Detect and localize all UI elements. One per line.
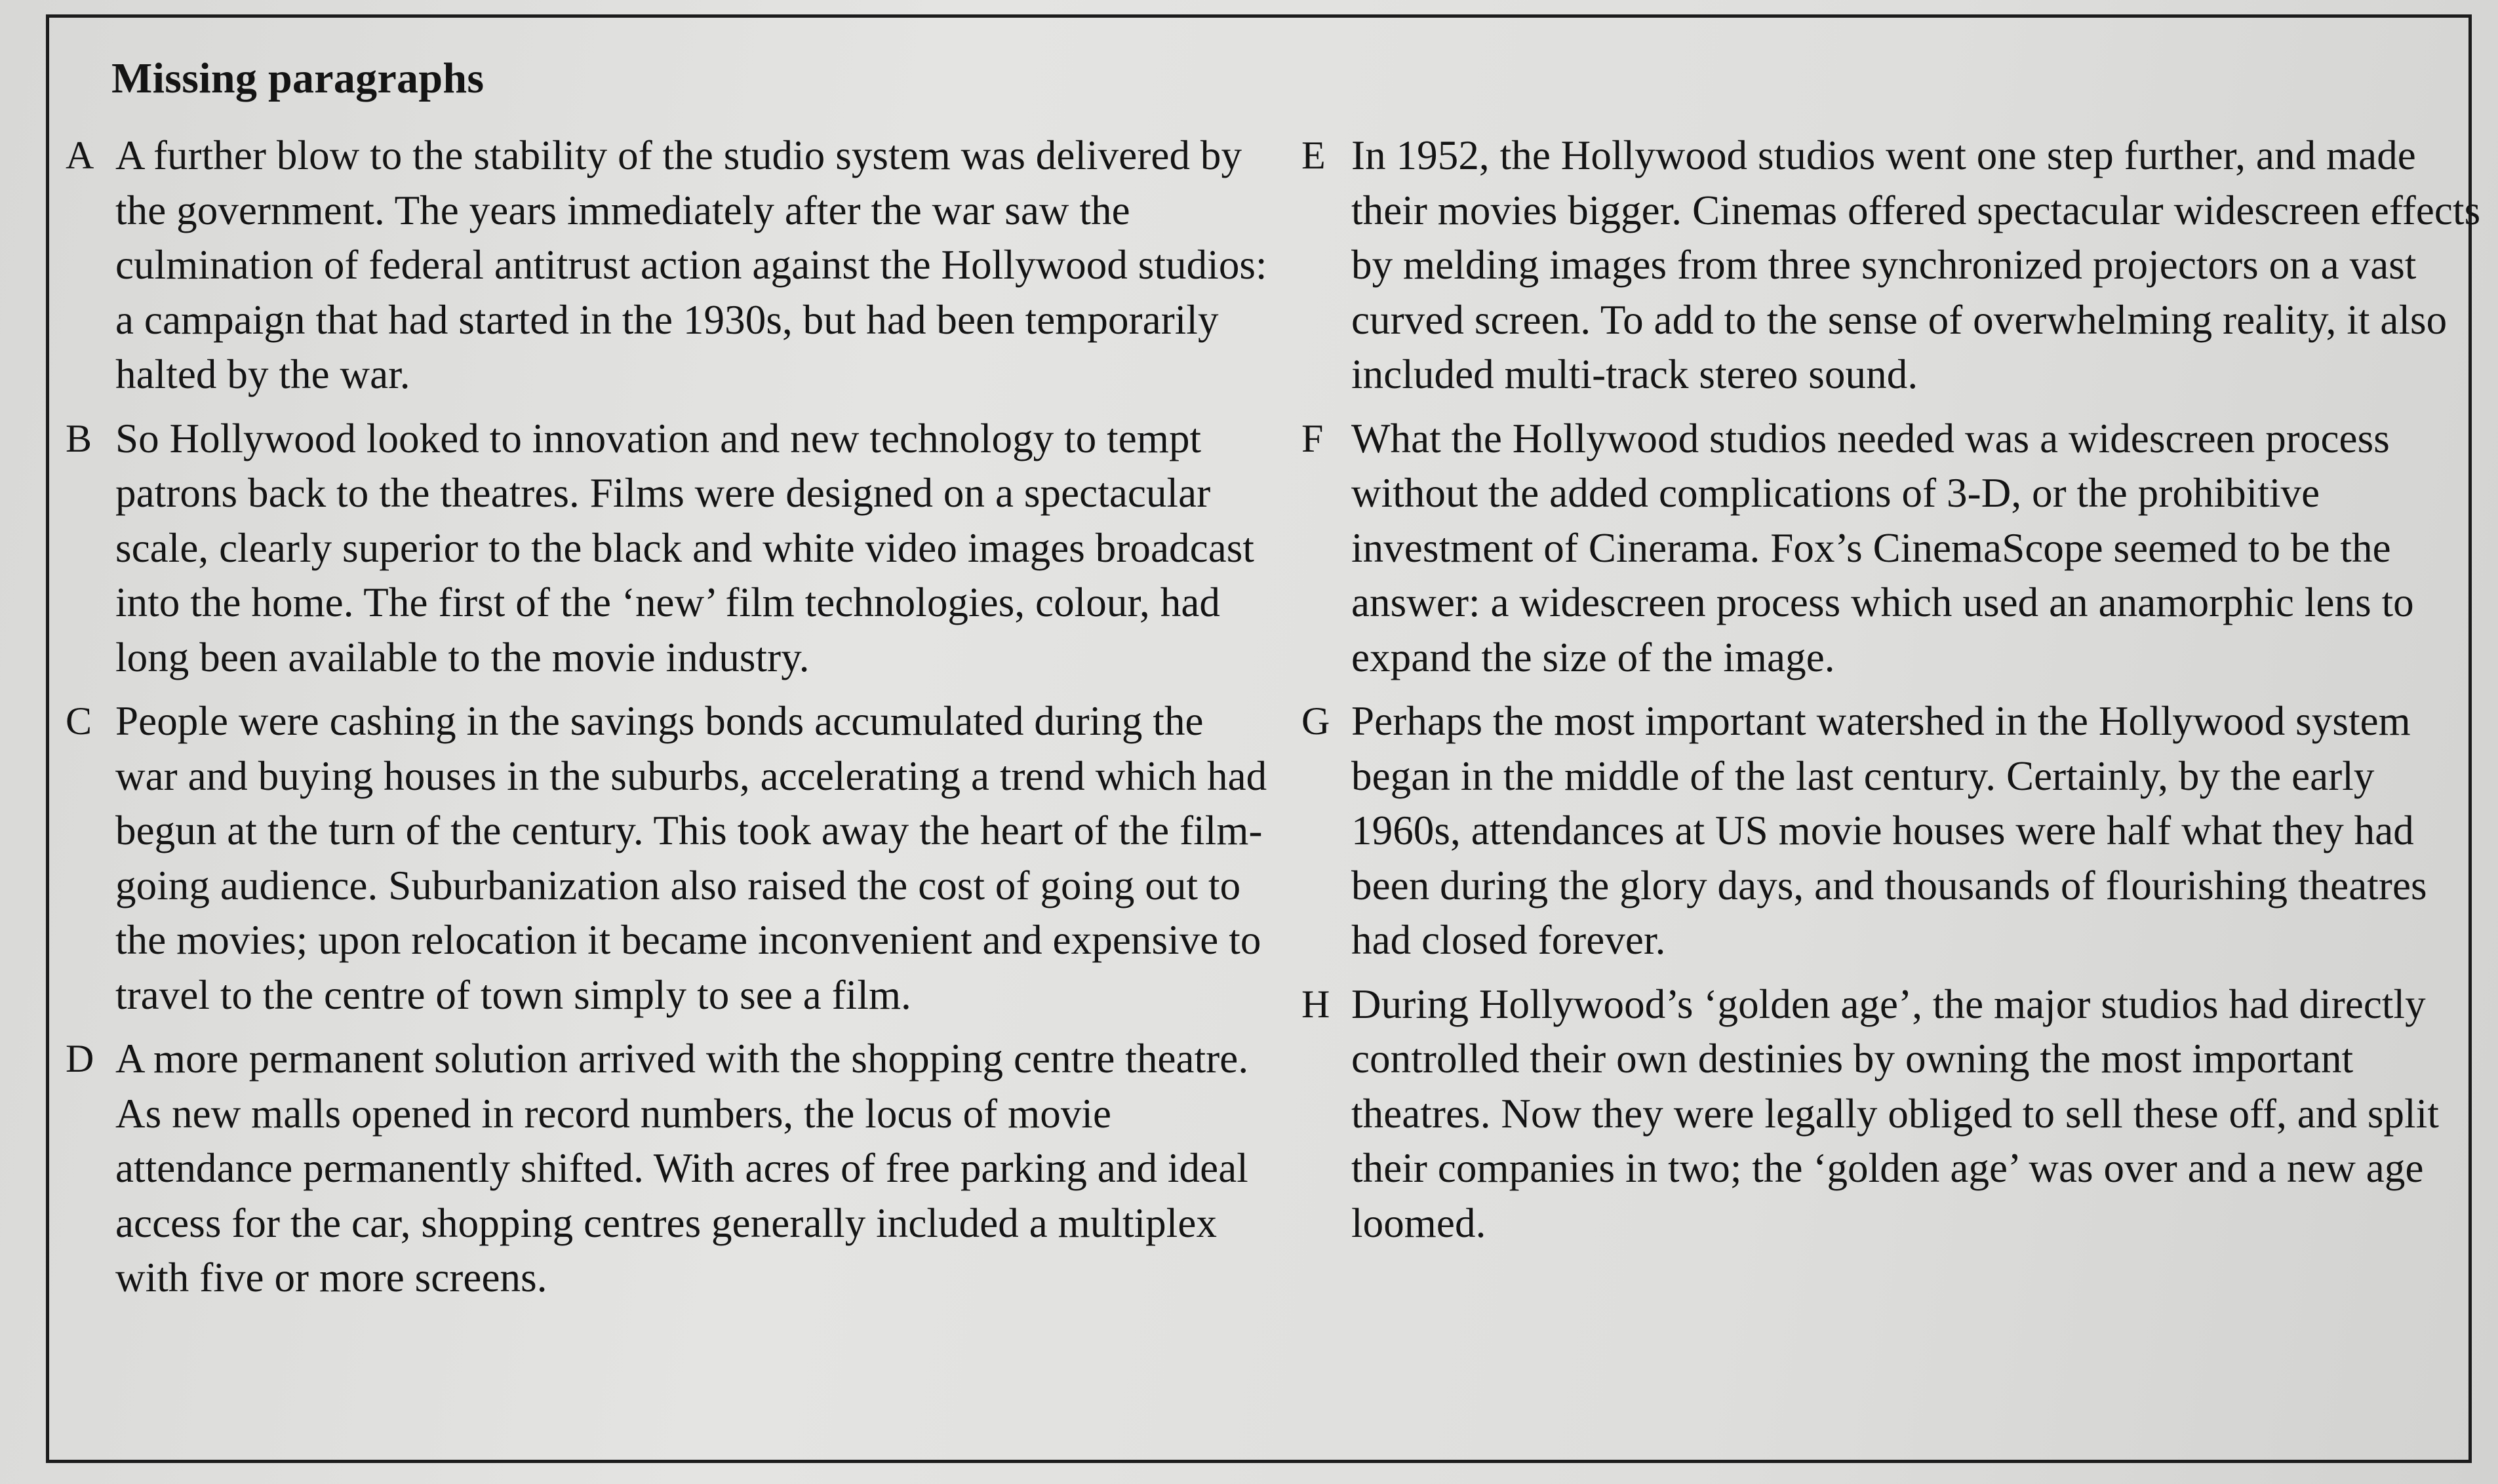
section-heading: Missing paragraphs [111,54,485,102]
paragraph-letter: G [1301,699,1330,743]
paragraph-letter: A [66,134,94,177]
paragraph-letter: F [1301,416,1324,460]
paragraph-text: What the Hollywood studios needed was a widescreen process without the added complications of 3-D, or the prohibitive investment of Cinerama. Fox’s CinemaScope seemed to be the answer: a widescreen process which used an anamorphic lens to expand the size of the image. [1351,415,2414,680]
paragraph-letter: D [66,1037,94,1080]
paragraph-letter: H [1301,982,1330,1026]
paragraph-text: Perhaps the most important watershed in the Hollywood system began in the middle of the last century. Certainly, by the early 1960s, attendances at US movie houses were half what they had been during the glory days, and thousands of flourishing theatres had closed forever. [1351,698,2427,963]
paragraph-text: People were cashing in the savings bonds accumulated during the war and buying houses in the suburbs, accelerating a trend which had begun at the turn of the century. This took away the heart of the film-going audience. Suburbanization also raised the cost of going out to the movies; upon relocation it became inconvenient and expensive to travel to the centre of town simply to see a film. [115,698,1267,1018]
paragraph-text: In 1952, the Hollywood studios went one step further, and made their movies bigger. Cinemas offered spectacular widescreen effects by melding images from three synchronized projectors on a vast curved screen. To add to the sense of overwhelming reality, it also included multi-track stereo sound. [1351,132,2481,397]
paragraph-letter: B [66,416,92,460]
right-column [1301,128,2482,1260]
left-column [66,128,1272,1315]
paragraph-a [66,128,1272,402]
paragraph-text: So Hollywood looked to innovation and new technology to tempt patrons back to the theatres. Films were designed on a spectacular scale, clearly superior to the black and white video images broadcast into the home. The first of the ‘new’ film technologies, colour, had long been available to the movie industry. [115,415,1254,680]
paragraph-text: A more permanent solution arrived with the shopping centre theatre. As new malls opened in record numbers, the locus of movie attendance permanently shifted. With acres of free parking and ideal access for the car, shopping centres generally included a multiplex with five or more screens. [115,1036,1249,1300]
paragraph-e [1301,128,2482,402]
paragraph-d [66,1032,1272,1306]
paragraph-letter: C [66,699,92,743]
paragraph-h [1301,977,2482,1251]
paragraph-text: During Hollywood’s ‘golden age’, the major studios had directly controlled their own destinies by owning the most important theatres. Now they were legally obliged to sell these off, and split their companies in two; the ‘golden age’ was over and a new age loomed. [1351,981,2439,1246]
paragraph-letter: E [1301,134,1326,177]
paragraph-g [1301,694,2482,968]
paragraph-c [66,694,1272,1023]
paragraph-b [66,412,1272,686]
paragraph-f [1301,412,2482,686]
paragraph-text: A further blow to the stability of the studio system was delivered by the government. The years immediately after the war saw the culmination of federal antitrust action against the Hollywood studios: a campaign that had started in the 1930s, but had been temporarily halted by the war. [115,132,1267,397]
